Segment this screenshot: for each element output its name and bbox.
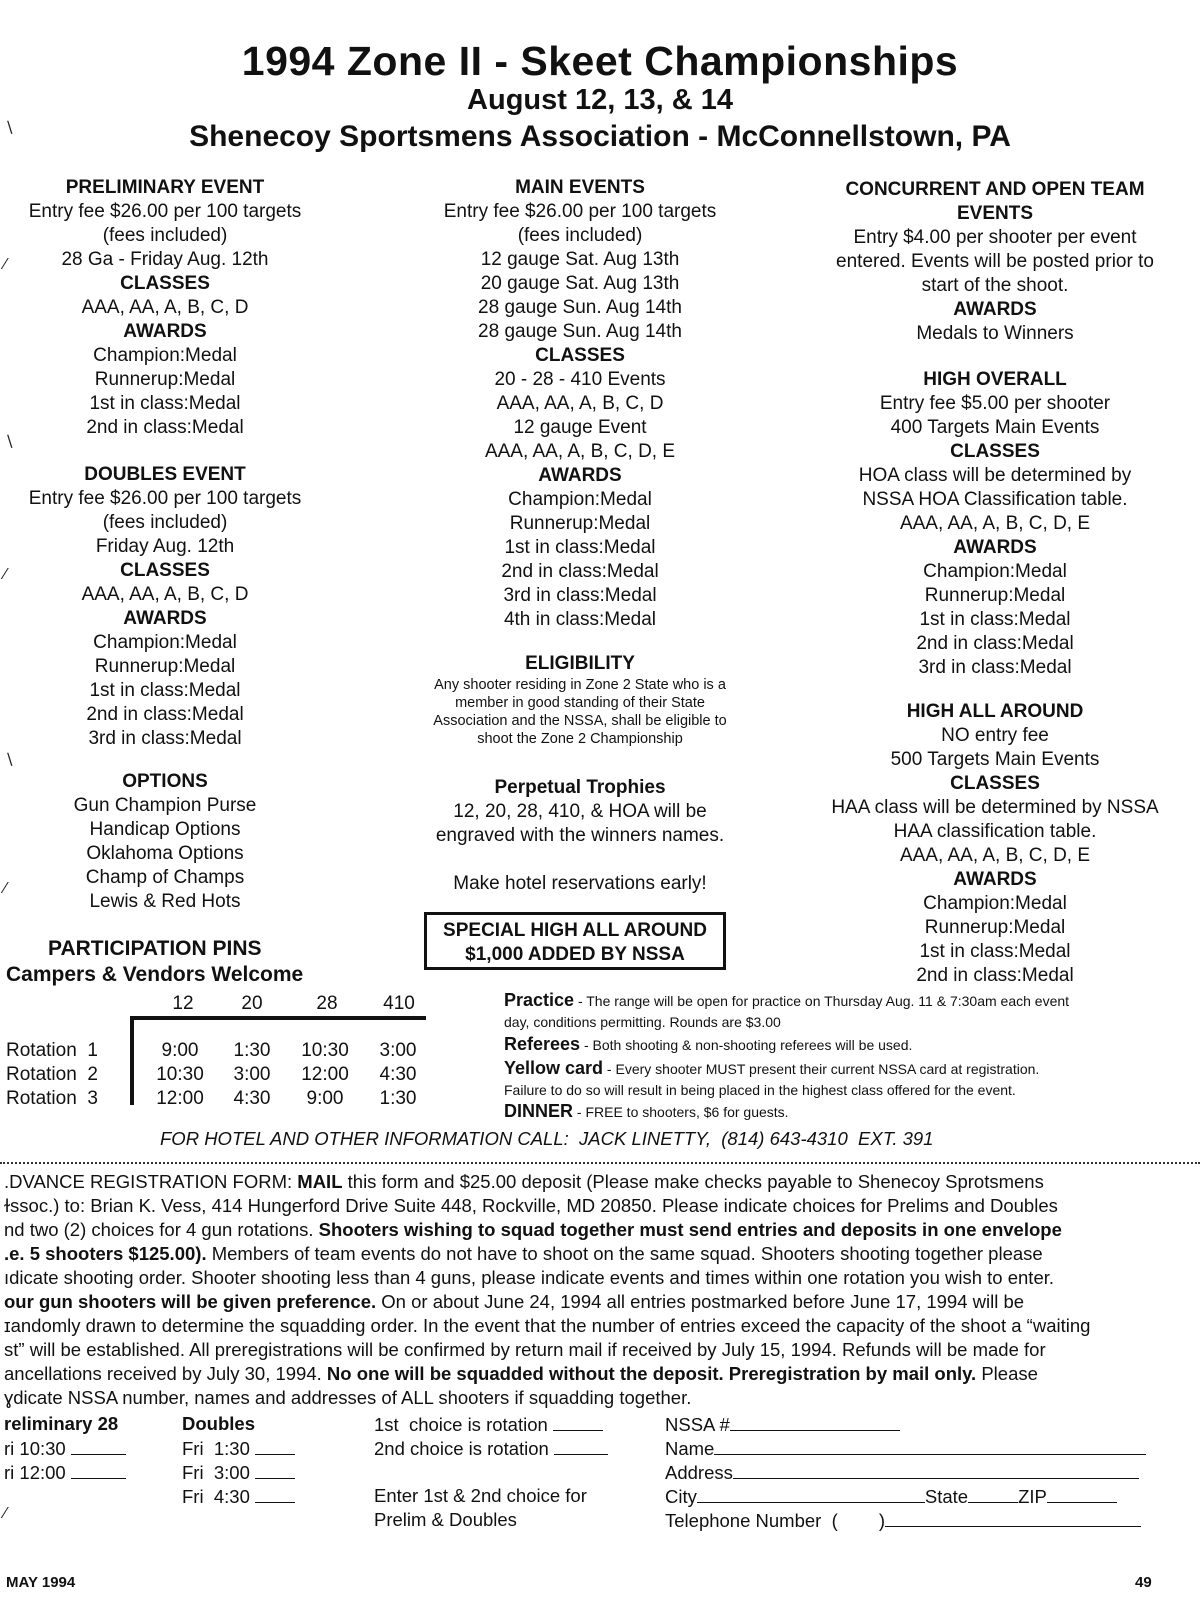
hoa-classes-heading: CLASSES	[950, 441, 1040, 462]
yellow-card-text: - Every shooter MUST present their current NSSA card at registration.	[603, 1061, 1040, 1077]
practice-note	[504, 990, 1069, 1011]
reg-text: Please	[976, 1363, 1038, 1384]
prelim-option-1[interactable]	[4, 1436, 126, 1461]
event-dates: August 12, 13, & 14	[467, 84, 733, 116]
high-overall-section	[820, 368, 1170, 680]
zip-blank[interactable]	[1047, 1484, 1117, 1503]
reg-bold: Shooters wishing to squad together must send entries and deposits in one envelope	[318, 1219, 1062, 1240]
eligibility-section	[405, 652, 755, 748]
address-blank[interactable]	[733, 1460, 1139, 1479]
main-event-item: 12 gauge Sat. Aug 13th	[480, 249, 680, 270]
scan-mark: ∕	[4, 1505, 7, 1522]
main-award: 2nd in class:Medal	[501, 561, 659, 582]
rotation-time: 1:30	[233, 1040, 271, 1061]
address-field[interactable]	[665, 1460, 1139, 1485]
footer-issue: MAY 1994	[6, 1574, 76, 1591]
yellow-card-note	[504, 1058, 1039, 1079]
city-blank[interactable]	[697, 1484, 925, 1503]
special-hoa-box	[424, 912, 726, 970]
haa-heading: HIGH ALL AROUND	[906, 701, 1084, 722]
doubles-award: Champion:Medal	[93, 632, 237, 653]
concurrent-heading: EVENTS	[956, 203, 1034, 224]
rotation-label: Rotation 1	[6, 1040, 98, 1061]
options-heading: OPTIONS	[122, 771, 208, 792]
hoa-award: 1st in class:Medal	[919, 609, 1071, 630]
doubles-option-label: Fri 4:30	[182, 1486, 250, 1507]
page-number: 49	[1135, 1574, 1152, 1591]
rotation-time: 12:00	[156, 1088, 204, 1109]
second-choice-label: 2nd choice is rotation	[374, 1438, 549, 1459]
scan-mark: ∖	[4, 120, 15, 137]
hoa-award: Champion:Medal	[923, 561, 1067, 582]
rotation-time: 9:00	[306, 1088, 344, 1109]
doubles-option-label: Fri 3:00	[182, 1462, 250, 1483]
contact-line: FOR HOTEL AND OTHER INFORMATION CALL: JACK LINETTY, (814) 643-4310 EXT. 391	[160, 1128, 934, 1149]
reg-bold: .e. 5 shooters $125.00).	[4, 1243, 207, 1264]
concurrent-heading: CONCURRENT AND OPEN TEAM	[845, 179, 1145, 200]
state-label: State	[924, 1486, 969, 1507]
hoa-award: 2nd in class:Medal	[916, 633, 1074, 654]
trophies-line: 12, 20, 28, 410, & HOA will be	[453, 801, 707, 822]
haa-award: 1st in class:Medal	[919, 941, 1071, 962]
haa-awards-heading: AWARDS	[953, 869, 1037, 890]
gauge-header: 28	[316, 993, 338, 1014]
special-line: $1,000 ADDED BY NSSA	[465, 944, 685, 965]
special-line: SPECIAL HIGH ALL AROUND	[443, 920, 707, 941]
rotation-time: 9:00	[161, 1040, 199, 1061]
name-label: Name	[665, 1438, 715, 1459]
event-location: Shenecoy Sportsmens Association - McConnellstown, PA	[189, 120, 1011, 153]
reg-bold: MAIL	[297, 1171, 343, 1192]
trophies-section	[405, 776, 755, 848]
referees-note	[504, 1034, 912, 1055]
practice-note-2: day, conditions permitting. Rounds are $3.00	[504, 1014, 781, 1030]
schedule-rule	[130, 1016, 426, 1020]
reg-text: ancellations received by July 30, 1994.	[4, 1363, 327, 1384]
reg-bold: No one will be squadded without the deposit. Preregistration by mail only.	[326, 1363, 977, 1384]
preliminary-heading: PRELIMINARY EVENT	[65, 177, 265, 198]
reg-text: this form and $25.00 deposit (Please make checks payable to Shenecoy Sprotsmens	[342, 1171, 1044, 1192]
haa-fee: NO entry fee	[941, 725, 1049, 746]
first-choice-field[interactable]	[374, 1412, 603, 1437]
haa-classes-line: AAA, AA, A, B, C, D, E	[899, 845, 1091, 866]
second-choice-blank[interactable]	[554, 1436, 608, 1455]
options-section	[5, 770, 325, 914]
reg-text: On or about June 24, 1994 all entries postmarked before June 17, 1994 will be	[376, 1291, 1025, 1312]
option-item: Gun Champion Purse	[73, 795, 257, 816]
high-all-around-section	[820, 700, 1170, 988]
rotation-time: 10:30	[156, 1064, 204, 1085]
first-choice-label: 1st choice is rotation	[374, 1414, 548, 1435]
doubles-option-blank[interactable]	[255, 1436, 295, 1455]
rotation-time: 1:30	[379, 1088, 417, 1109]
doubles-heading: DOUBLES EVENT	[84, 464, 246, 485]
reg-text: ɪandomly drawn to determine the squadding order. In the event that the number of entries exceed the capacity of the shoot a “waiting	[4, 1315, 1091, 1336]
hoa-award: Runnerup:Medal	[924, 585, 1066, 606]
rotation-time: 10:30	[301, 1040, 349, 1061]
prelim-heading: reliminary 28	[4, 1413, 119, 1434]
yellow-card-note-2: Failure to do so will result in being placed in the highest class offered for the event.	[504, 1082, 1016, 1098]
telephone-field[interactable]	[665, 1508, 1141, 1533]
cut-line	[0, 1162, 1200, 1164]
scan-mark: ∕	[4, 566, 7, 583]
dinner-note	[504, 1101, 789, 1122]
dinner-text: - FREE to shooters, $6 for guests.	[573, 1104, 789, 1120]
main-fee: Entry fee $26.00 per 100 targets	[443, 201, 717, 222]
reg-text: ɣdicate NSSA number, names and addresses of ALL shooters if squadding together.	[4, 1387, 692, 1408]
address-label: Address	[665, 1462, 733, 1483]
preliminary-classes: AAA, AA, A, B, C, D	[81, 297, 249, 318]
rotation-time: 12:00	[301, 1064, 349, 1085]
prelim-option-label: ri 12:00	[4, 1462, 66, 1483]
main-event-item: 28 gauge Sun. Aug 14th	[478, 321, 682, 342]
state-blank[interactable]	[968, 1484, 1018, 1503]
prelim-option-2[interactable]	[4, 1460, 126, 1485]
telephone-label: Telephone Number ( )	[665, 1510, 886, 1531]
zip-label: ZIP	[1018, 1486, 1047, 1507]
page-title: 1994 Zone II - Skeet Championships	[241, 38, 959, 84]
doubles-option-label: Fri 1:30	[182, 1438, 250, 1459]
gauge-header: 410	[383, 993, 415, 1014]
doubles-classes-heading: CLASSES	[120, 560, 210, 581]
preliminary-awards-heading: AWARDS	[123, 321, 207, 342]
main-award: 3rd in class:Medal	[503, 585, 657, 606]
main-award: 1st in class:Medal	[504, 537, 656, 558]
reg-bold: our gun shooters will be given preference.	[4, 1291, 377, 1312]
concurrent-awards: Medals to Winners	[916, 323, 1074, 344]
doubles-option-blank[interactable]	[255, 1484, 295, 1503]
concurrent-entry-line: start of the shoot.	[921, 275, 1069, 296]
preliminary-event-section	[5, 176, 325, 440]
main-fees-note: (fees included)	[517, 225, 643, 246]
main-classes-heading: CLASSES	[535, 345, 625, 366]
reg-text: .DVANCE REGISTRATION FORM:	[4, 1171, 298, 1192]
doubles-form-heading: Doubles	[182, 1413, 255, 1434]
referees-label: Referees	[504, 1034, 581, 1054]
city-state-zip-field[interactable]	[665, 1484, 1117, 1509]
yellow-card-label: Yellow card	[504, 1058, 604, 1078]
schedule-rule	[130, 1019, 134, 1105]
scan-mark: ∖	[4, 434, 15, 451]
hoa-targets: 400 Targets Main Events	[890, 417, 1100, 438]
main-awards-heading: AWARDS	[538, 465, 622, 486]
preliminary-fees-note: (fees included)	[102, 225, 228, 246]
main-event-item: 20 gauge Sat. Aug 13th	[480, 273, 680, 294]
eligibility-line: Any shooter residing in Zone 2 State who is a	[434, 677, 726, 693]
concurrent-entry-line: Entry $4.00 per shooter per event	[853, 227, 1137, 248]
eligibility-line: member in good standing of their State	[455, 695, 705, 711]
hoa-award: 3rd in class:Medal	[918, 657, 1072, 678]
rotation-time: 4:30	[379, 1064, 417, 1085]
eligibility-line: shoot the Zone 2 Championship	[477, 731, 683, 747]
prelim-option-blank[interactable]	[71, 1460, 126, 1479]
campers-vendors: Campers & Vendors Welcome	[6, 963, 304, 986]
preliminary-award: Champion:Medal	[93, 345, 237, 366]
second-choice-field[interactable]	[374, 1436, 608, 1461]
doubles-award: 2nd in class:Medal	[86, 704, 244, 725]
hoa-awards-heading: AWARDS	[953, 537, 1037, 558]
main-classes-line: 20 - 28 - 410 Events	[494, 369, 666, 390]
haa-award: Champion:Medal	[923, 893, 1067, 914]
main-award: Champion:Medal	[508, 489, 652, 510]
scan-mark: ∕	[4, 880, 7, 897]
practice-text: - The range will be open for practice on Thursday Aug. 11 & 7:30am each event	[574, 993, 1070, 1009]
eligibility-heading: ELIGIBILITY	[525, 653, 635, 674]
hotel-note: Make hotel reservations early!	[453, 873, 707, 894]
main-events-section	[415, 176, 745, 632]
concurrent-entry-line: entered. Events will be posted prior to	[836, 251, 1154, 272]
doubles-award: Runnerup:Medal	[94, 656, 236, 677]
prelim-option-label: ri 10:30	[4, 1438, 66, 1459]
gauge-header: 12	[172, 993, 194, 1014]
haa-classes-line: HAA classification table.	[893, 821, 1097, 842]
option-item: Lewis & Red Hots	[89, 891, 241, 912]
rotation-time: 3:00	[233, 1064, 271, 1085]
hoa-classes-line: NSSA HOA Classification table.	[862, 489, 1128, 510]
enter-choice-note: Prelim & Doubles	[374, 1509, 517, 1530]
doubles-award: 3rd in class:Medal	[88, 728, 242, 749]
main-classes-line: 12 gauge Event	[513, 417, 647, 438]
haa-award: Runnerup:Medal	[924, 917, 1066, 938]
preliminary-fee: Entry fee $26.00 per 100 targets	[28, 201, 302, 222]
preliminary-award: 2nd in class:Medal	[86, 417, 244, 438]
hoa-fee: Entry fee $5.00 per shooter	[879, 393, 1111, 414]
haa-targets: 500 Targets Main Events	[890, 749, 1100, 770]
haa-classes-heading: CLASSES	[950, 773, 1040, 794]
trophies-heading: Perpetual Trophies	[494, 777, 666, 798]
preliminary-classes-heading: CLASSES	[120, 273, 210, 294]
main-award: 4th in class:Medal	[503, 609, 657, 630]
scan-mark: ∖	[4, 752, 15, 769]
doubles-award: 1st in class:Medal	[89, 680, 241, 701]
doubles-classes: AAA, AA, A, B, C, D	[81, 584, 249, 605]
concurrent-awards-heading: AWARDS	[953, 299, 1037, 320]
main-classes-line: AAA, AA, A, B, C, D	[496, 393, 664, 414]
nssa-label: NSSA #	[665, 1414, 730, 1435]
main-classes-line: AAA, AA, A, B, C, D, E	[484, 441, 676, 462]
hoa-classes-line: AAA, AA, A, B, C, D, E	[899, 513, 1091, 534]
option-item: Handicap Options	[89, 819, 241, 840]
haa-award: 2nd in class:Medal	[916, 965, 1074, 986]
reg-text: Members of team events do not have to shoot on the same squad. Shooters shooting together please	[206, 1243, 1043, 1264]
rotation-label: Rotation 3	[6, 1088, 98, 1109]
eligibility-line: Association and the NSSA, shall be eligible to	[433, 713, 727, 729]
main-award: Runnerup:Medal	[509, 513, 651, 534]
doubles-awards-heading: AWARDS	[123, 608, 207, 629]
doubles-event-section	[5, 463, 325, 751]
reg-text: ıdicate shooting order. Shooter shooting less than 4 guns, please indicate events and times within one rotation you wish to enter.	[4, 1267, 1055, 1288]
name-blank[interactable]	[714, 1436, 1146, 1455]
rotation-label: Rotation 2	[6, 1064, 98, 1085]
doubles-fees-note: (fees included)	[102, 512, 228, 533]
reg-text: nd two (2) choices for 4 gun rotations.	[4, 1219, 319, 1240]
enter-choice-note: Enter 1st & 2nd choice for	[374, 1485, 587, 1506]
preliminary-award: Runnerup:Medal	[94, 369, 236, 390]
practice-label: Practice	[504, 990, 575, 1010]
option-item: Champ of Champs	[85, 867, 245, 888]
doubles-option-1[interactable]	[182, 1436, 295, 1461]
name-field[interactable]	[665, 1436, 1146, 1461]
doubles-when: Friday Aug. 12th	[95, 536, 235, 557]
dinner-label: DINNER	[504, 1101, 574, 1121]
doubles-option-2[interactable]	[182, 1460, 295, 1485]
reg-text: ɫssoc.) to: Brian K. Vess, 414 Hungerford Drive Suite 448, Rockville, MD 20850. Please indicate choices for Prelims and Doubles	[4, 1195, 1058, 1216]
registration-text	[4, 1170, 1194, 1410]
main-heading: MAIN EVENTS	[515, 177, 645, 198]
referees-text: - Both shooting & non-shooting referees will be used.	[580, 1037, 913, 1053]
hoa-classes-line: HOA class will be determined by	[858, 465, 1132, 486]
reg-text: st” will be established. All preregistrations will be confirmed by return mail if received by July 15, 1994. Refunds will be made for	[4, 1339, 1046, 1360]
trophies-line: engraved with the winners names.	[435, 825, 725, 846]
nssa-number-field[interactable]	[665, 1412, 900, 1437]
option-item: Oklahoma Options	[86, 843, 244, 864]
nssa-blank[interactable]	[730, 1412, 900, 1431]
first-choice-blank[interactable]	[553, 1412, 603, 1431]
rotation-time: 4:30	[233, 1088, 271, 1109]
concurrent-events-section	[820, 178, 1170, 346]
scan-mark: ∕	[4, 256, 7, 273]
gauge-header: 20	[241, 993, 263, 1014]
hoa-heading: HIGH OVERALL	[923, 369, 1067, 390]
doubles-option-3[interactable]	[182, 1484, 295, 1509]
preliminary-when: 28 Ga - Friday Aug. 12th	[61, 249, 269, 270]
haa-classes-line: HAA class will be determined by NSSA	[831, 797, 1159, 818]
main-event-item: 28 gauge Sun. Aug 14th	[478, 297, 682, 318]
doubles-fee: Entry fee $26.00 per 100 targets	[28, 488, 302, 509]
doubles-option-blank[interactable]	[255, 1460, 295, 1479]
participation-pins: PARTICIPATION PINS	[48, 937, 262, 960]
rotation-time: 3:00	[379, 1040, 417, 1061]
prelim-option-blank[interactable]	[71, 1436, 126, 1455]
preliminary-award: 1st in class:Medal	[89, 393, 241, 414]
telephone-blank[interactable]	[885, 1508, 1141, 1527]
city-label: City	[665, 1486, 697, 1507]
